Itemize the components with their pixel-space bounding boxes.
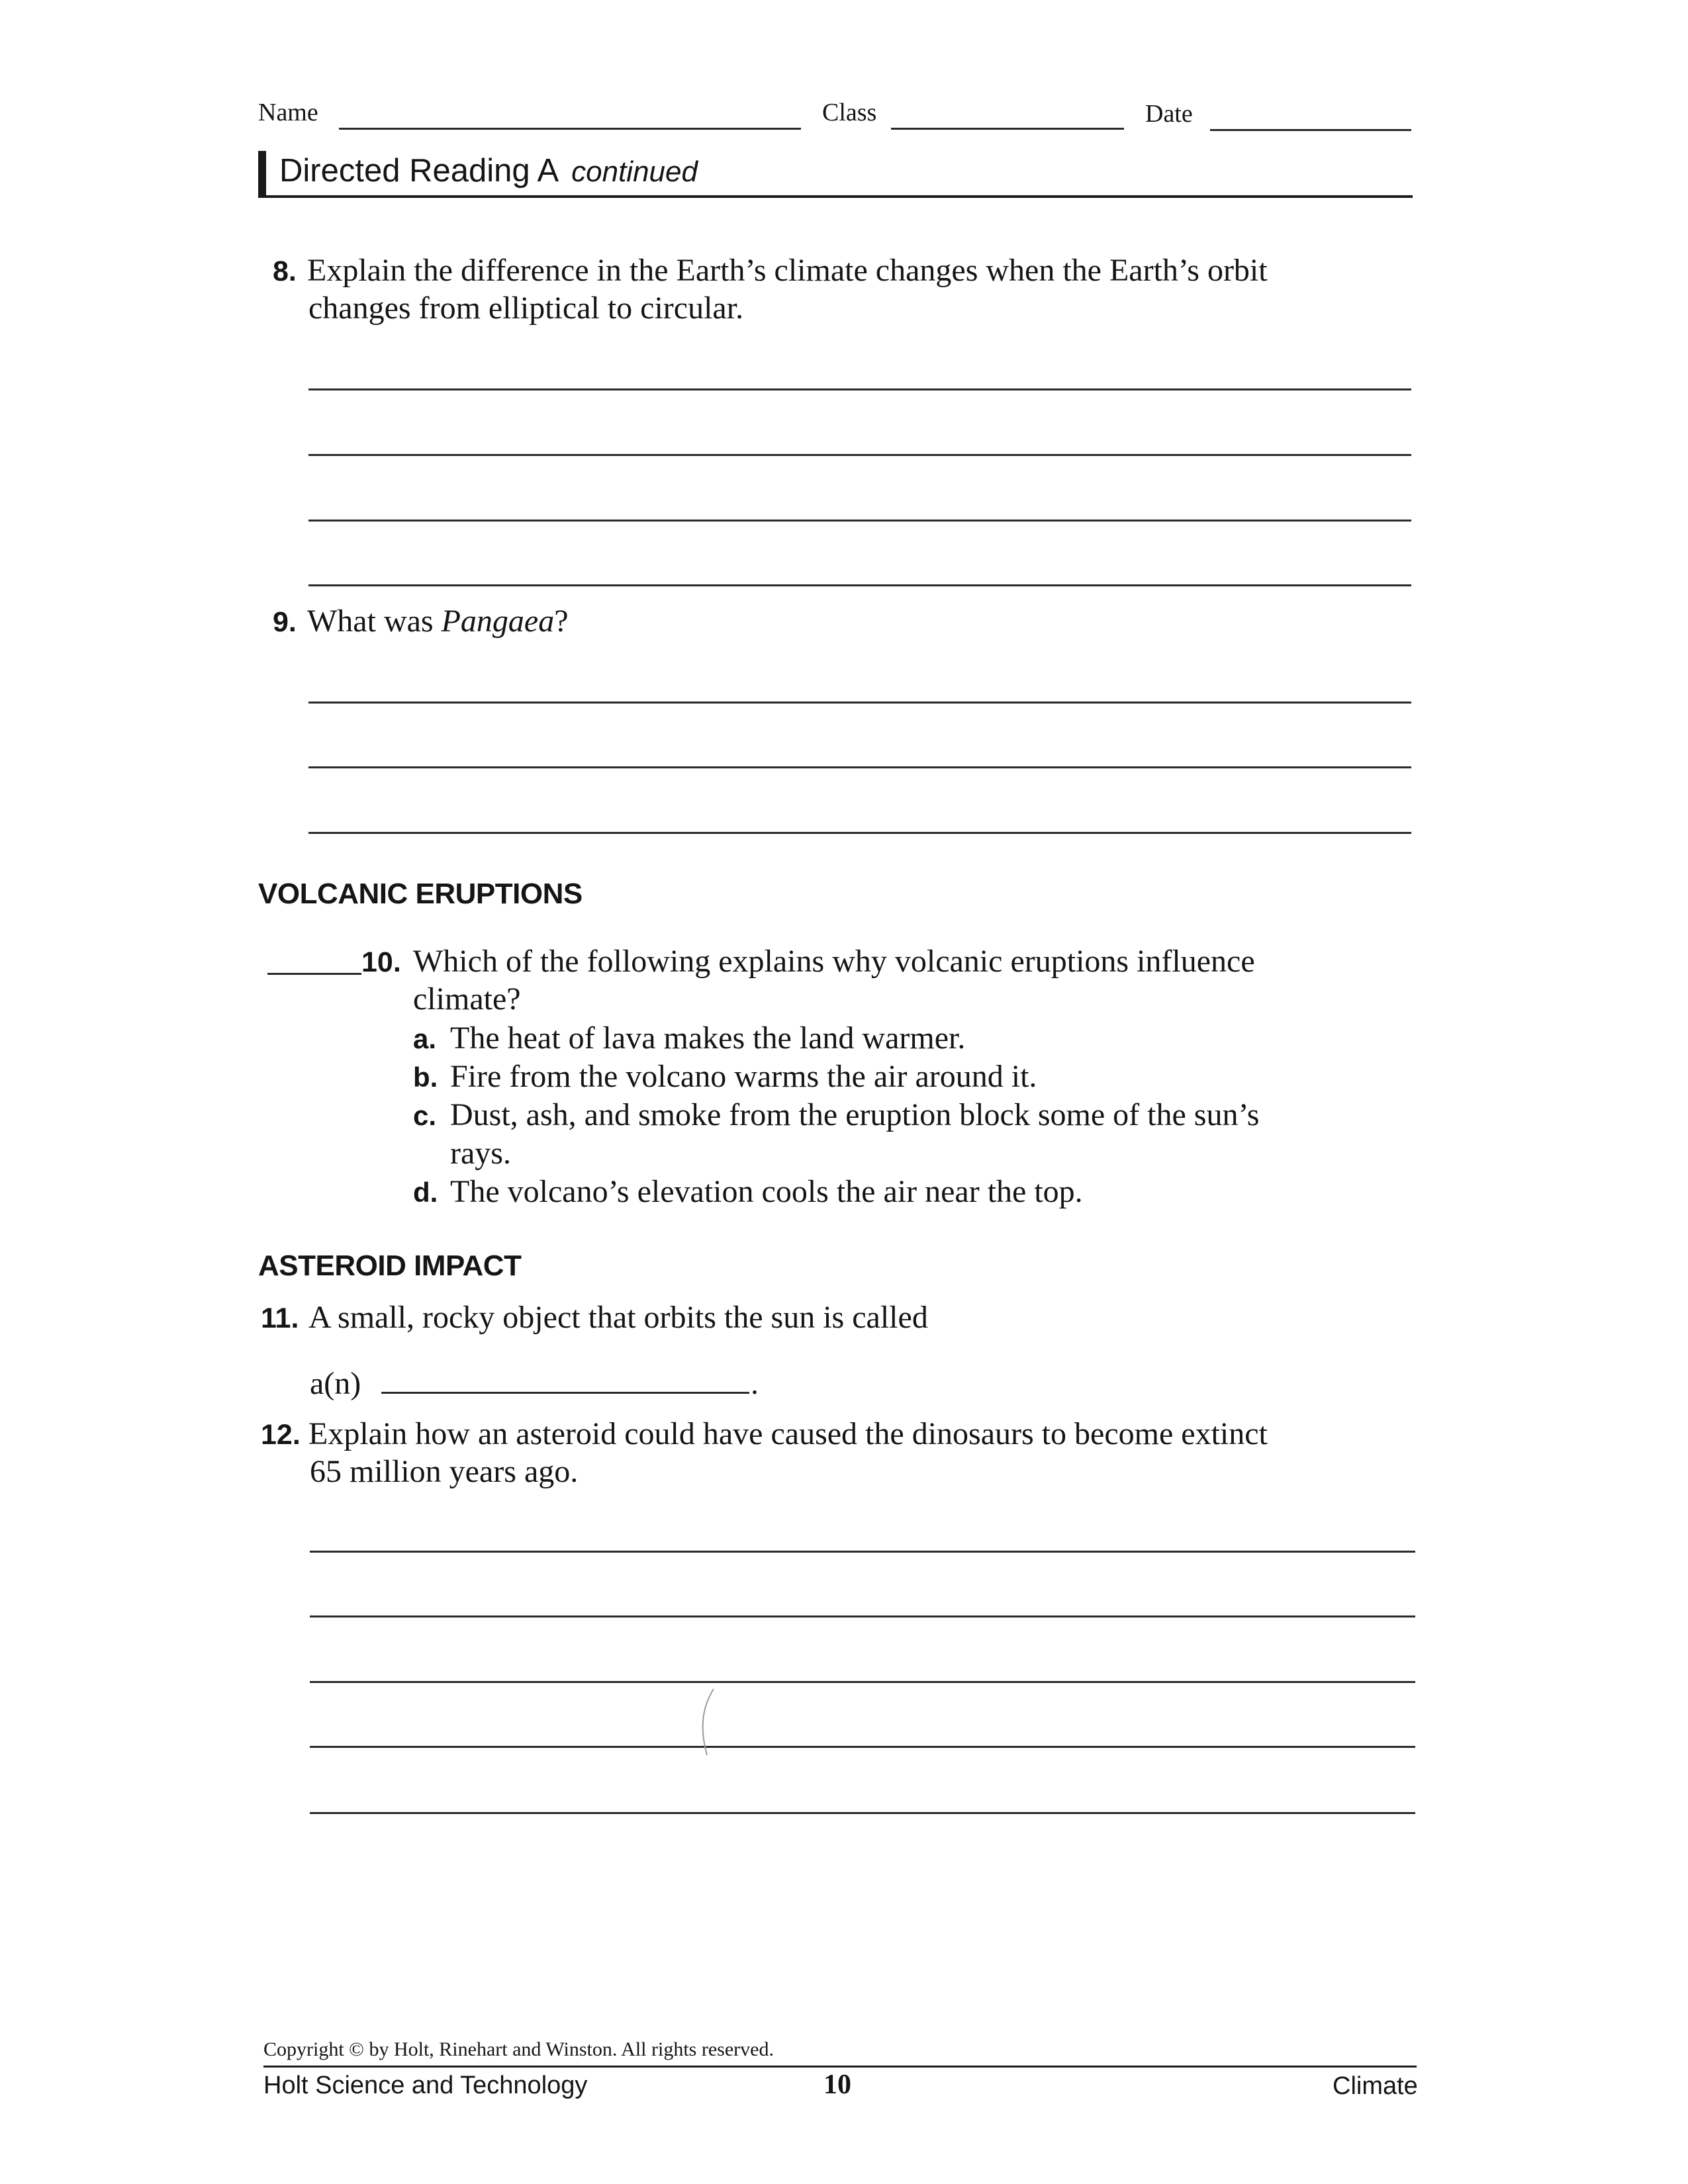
answer-line-q12-5[interactable]	[310, 1812, 1415, 1814]
question-8	[273, 251, 1268, 291]
option-letter: c.	[413, 1100, 437, 1131]
question-11-blank-suffix: .	[751, 1366, 759, 1401]
option-letter: b.	[413, 1062, 438, 1093]
answer-line-q8-1[interactable]	[308, 388, 1411, 390]
pencil-mark	[695, 1686, 722, 1759]
question-8-line2: changes from elliptical to circular.	[308, 291, 744, 326]
question-text: Explain how an asteroid could have caused the dinosaurs to become extinct	[308, 1416, 1268, 1451]
question-11	[261, 1298, 928, 1338]
question-text: What was	[307, 604, 442, 639]
subject: Climate	[1333, 2072, 1418, 2100]
option-c-line2: rays.	[450, 1136, 511, 1171]
option-a[interactable]	[413, 1019, 965, 1058]
banner-rule	[258, 195, 1413, 198]
date-field[interactable]	[1210, 129, 1411, 131]
answer-line-q12-2[interactable]	[310, 1615, 1415, 1617]
banner-bar	[258, 151, 266, 197]
option-c[interactable]	[413, 1096, 1259, 1134]
question-9	[273, 602, 569, 641]
page-number: 10	[823, 2070, 851, 2100]
question-12-line2: 65 million years ago.	[310, 1454, 579, 1489]
date-label: Date	[1145, 100, 1193, 128]
answer-blank-q11[interactable]	[381, 1392, 749, 1394]
copyright-notice: Copyright © by Holt, Rinehart and Winston. All rights reserved.	[263, 2038, 774, 2060]
answer-line-q8-3[interactable]	[308, 520, 1411, 522]
banner-title-text: Directed Reading A	[279, 153, 557, 189]
answer-line-q8-4[interactable]	[308, 584, 1411, 586]
answer-line-q12-3[interactable]	[310, 1681, 1415, 1683]
question-number: 9.	[273, 606, 297, 638]
answer-line-q8-2[interactable]	[308, 454, 1411, 456]
answer-line-q9-2[interactable]	[308, 766, 1411, 768]
question-text: Explain the difference in the Earth’s climate changes when the Earth’s orbit	[307, 253, 1268, 288]
option-letter: a.	[413, 1023, 437, 1054]
question-10-line2: climate?	[413, 981, 521, 1017]
publisher: Holt Science and Technology	[263, 2071, 588, 2099]
class-field[interactable]	[891, 128, 1124, 130]
banner-title	[279, 152, 698, 189]
name-label: Name	[258, 99, 318, 126]
answer-line-q9-1[interactable]	[308, 702, 1411, 704]
section-heading-volcanic: VOLCANIC ERUPTIONS	[258, 878, 583, 910]
answer-line-q12-1[interactable]	[310, 1551, 1415, 1553]
answer-line-q9-3[interactable]	[308, 832, 1411, 834]
option-text: Fire from the volcano warms the air around it.	[450, 1059, 1037, 1094]
question-10	[361, 942, 1255, 981]
question-number: 12.	[261, 1419, 301, 1451]
option-text: The heat of lava makes the land warmer.	[450, 1021, 966, 1056]
option-b[interactable]	[413, 1058, 1037, 1096]
question-11-blank-prefix: a(n)	[310, 1366, 361, 1401]
option-d[interactable]	[413, 1173, 1083, 1211]
question-text: A small, rocky object that orbits the sun is called	[308, 1300, 928, 1335]
answer-blank-q10[interactable]	[267, 973, 361, 975]
section-heading-asteroid: ASTEROID IMPACT	[258, 1250, 522, 1282]
question-number: 11.	[261, 1302, 299, 1334]
answer-line-q12-4[interactable]	[310, 1746, 1415, 1748]
question-suffix: ?	[554, 604, 569, 639]
class-label: Class	[822, 99, 877, 126]
question-text: Which of the following explains why volcanic eruptions influence	[413, 944, 1255, 979]
option-letter: d.	[413, 1177, 438, 1208]
banner-suffix: continued	[571, 156, 698, 188]
name-field[interactable]	[339, 128, 801, 130]
option-text: Dust, ash, and smoke from the eruption block some of the sun’s	[450, 1097, 1260, 1132]
question-number: 10.	[361, 946, 401, 978]
question-number: 8.	[273, 255, 297, 287]
question-term: Pangaea	[441, 604, 555, 639]
footer-rule	[263, 2066, 1417, 2068]
question-12	[261, 1415, 1268, 1454]
option-text: The volcano’s elevation cools the air near the top.	[450, 1174, 1083, 1209]
